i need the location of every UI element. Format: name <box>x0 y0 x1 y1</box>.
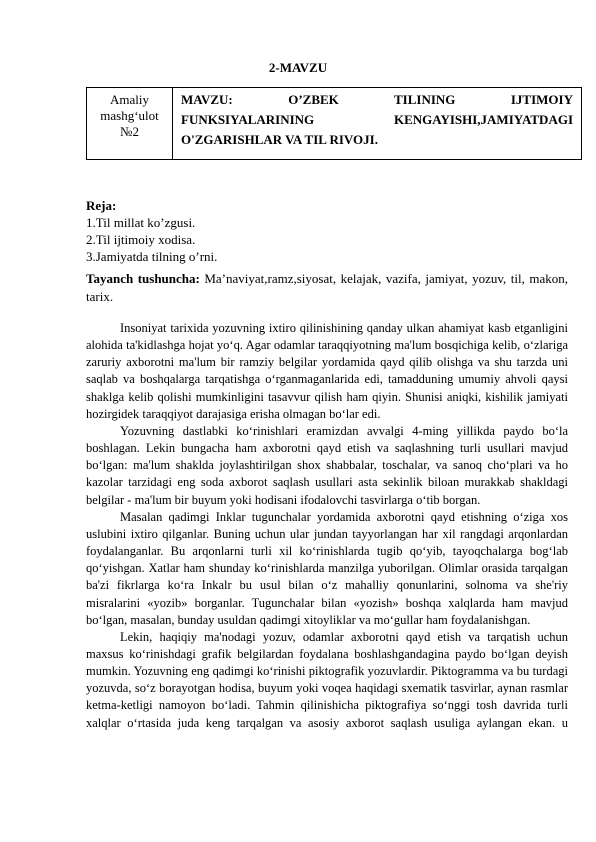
key-concepts-label: Tayanch tushuncha: <box>86 271 200 286</box>
topic-title-line-3: O'ZGARISHLAR VA TIL RIVOJI. <box>181 132 378 147</box>
lesson-type-line-2: mashg‘ulot <box>100 108 159 123</box>
key-concepts <box>86 270 568 306</box>
paragraph: Insoniyat tarixida yozuvning ixtiro qilinishining qanday ulkan ahamiyat kasb etganligini alohida ta'kidlashga hojat yo‘q. Agar odamlar taraqqiyotning ma'lum bosqichiga kelib, o‘zlariga zaruriy axborotni ma'lum bir ramziy belgilar yordamida qayd qilib olishga va shu tarzda uni saqlab va boshqalarga tarqatishga o‘rganmaganlarida edi, tamadduning umumiy ahvoli qaysi shaklga kelib qolishi mumkinligini tasavvur qilish ham qiyin. Shunisi aniqki, kishilik jamiyati hozirgidek taraqqiyot darajasiga erisha olmagan bo‘lar edi. <box>86 321 568 421</box>
plan-item: 3.Jamiyatda tilning o’rni. <box>86 249 218 264</box>
paragraph: Masalan qadimgi Inklar tugunchalar yordamida axborotni qayd etishning o‘ziga xos uslubini ixtiro qilganlar. Buning uchun ular jundan tayyorlangan har xil rangdagi arqonlardan foydalanganlar. Bu arqonlarni turli xil ko‘rinishlarda tugib qo‘yib, tayoqchalarga bog‘lab qo‘yishgan. Xatlar ham shunday ko‘rinishlarda manzilga yuborilgan. Olimlar orasida tarqalgan ba'zi fikrlarga ko‘ra Inkalr bu usul bilan o‘z mahalliy qonunlarini, solnoma va she'riy misralarini «yozib» borganlar. Tugunchalar bilan «yozish» boshqa xalqlarda ham mavjud bo‘lgan, masalan, bunday usuldan qadimgi xitoyliklar va mo‘gullar ham foydalanishgan. <box>86 509 568 627</box>
topic-title-line-2: FUNKSIYALARINING KENGAYISHI,JAMIYATDAGI <box>181 112 573 127</box>
paragraph: Lekin, haqiqiy ma'nodagi yozuv, odamlar axborotni qayd etish va tarqatish uchun maxsus ko‘rinishdagi grafik belgilardan foydalana boshlashgandagina paydo bo‘lgan deyish mumkin. Yozuvning eng qadimgi ko‘rinishi piktografik yozuvlardir. Piktogramma va bu turdagi yozuvda, so‘z borayotgan hodisa, buyum yoki voqea haqidagi sxematik tasvirlar, aynan rasmlar ketma-ketligi namoyon bo‘ladi. Tahmin qilinishicha piktografiya so‘nggi tosh davrida turli xalqlar o‘rtasida juda keng tarqalgan va asosiy axborot saqlash usuliga aylangan ekan. u <box>86 629 568 730</box>
plan-section <box>86 197 566 265</box>
body-text <box>86 320 568 732</box>
paragraph: Yozuvning dastlabki ko‘rinishlari eramizdan avvalgi 4-ming yillikda paydo bo‘la boshlagan. Lekin bungacha ham axborotni qayd etish va saqlashning turli usullari mavjud bo‘lgan: ma'lum shaklda joylashtirilgan shox shabbalar, toschalar, va sanoq cho‘plari va ho kazolar tarzidagi eng soda axborot saqlash usullari asta sekinlik biloan murakkab shakldagi belgilar - ma'lum bir buyum yoki hodisani ifodalovchi tasvirlarga o‘tib borgan. <box>86 423 568 507</box>
topic-title-line-1: MAVZU: O’ZBEK TILINING IJTIMOIY <box>181 92 573 107</box>
topic-title-cell <box>173 88 582 160</box>
plan-item: 2.Til ijtimoiy xodisa. <box>86 232 196 247</box>
topic-header-table <box>86 87 582 160</box>
topic-heading: 2-MAVZU <box>268 60 328 75</box>
key-concepts-text: Ma’naviyat,ramz,siyosat, kelajak, vazifa, jamiyat, yozuv, til, makon, tarix. <box>86 271 568 304</box>
plan-item: 1.Til millat ko’zgusi. <box>86 215 196 230</box>
lesson-type-line-1: Amaliy <box>110 92 149 107</box>
lesson-number: №2 <box>120 124 139 139</box>
plan-title: Reja: <box>86 198 117 213</box>
lesson-type-cell <box>87 88 173 160</box>
